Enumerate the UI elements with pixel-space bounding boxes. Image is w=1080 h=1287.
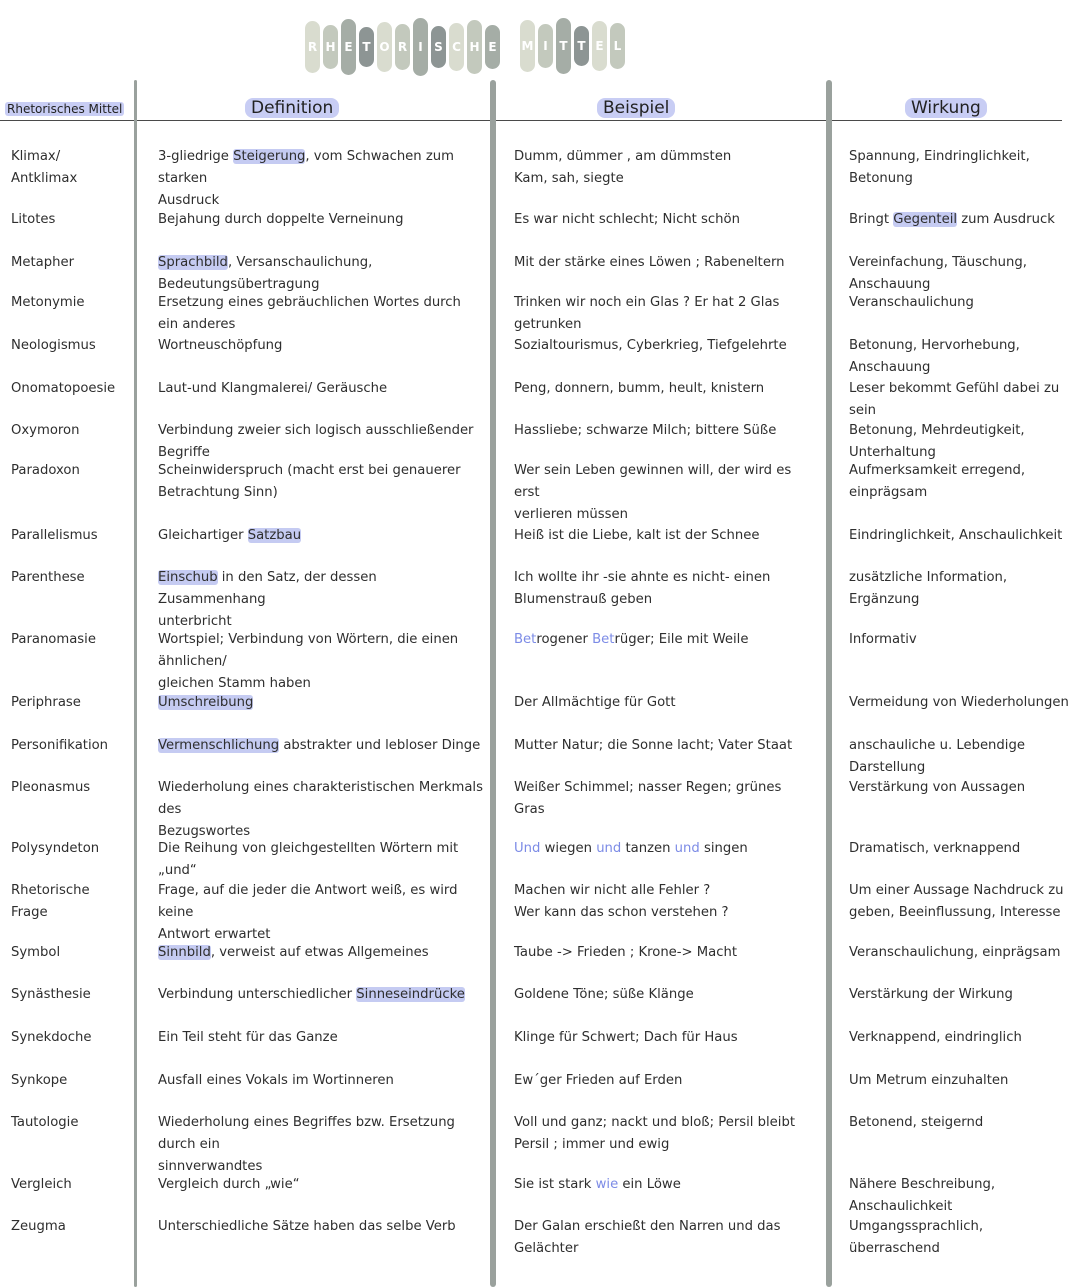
cell-mittel: Litotes — [11, 212, 56, 227]
cell-definition: Gleichartiger Satzbau — [158, 528, 302, 543]
cell-definition: Einschub in den Satz, der dessen Zusammenhang unterbricht — [158, 570, 377, 629]
title-letter: M — [520, 20, 535, 72]
cell-definition: Bejahung durch doppelte Verneinung — [158, 212, 404, 227]
cell-definition: Ersetzung eines gebräuchlichen Wortes durch ein anderes — [158, 295, 461, 332]
cell-beispiel: Sie ist stark wie ein Löwe — [514, 1177, 681, 1192]
cell-wirkung: zusätzliche Information, Ergänzung — [849, 570, 1008, 607]
title-letter: C — [449, 23, 464, 71]
column-divider — [490, 80, 496, 1287]
cell-beispiel: Voll und ganz; nackt und bloß; Persil bleibt Persil ; immer und ewig — [514, 1115, 796, 1152]
cell-mittel: Zeugma — [11, 1219, 66, 1234]
cell-beispiel: Weißer Schimmel; nasser Regen; grünes Gras — [514, 780, 782, 817]
cell-wirkung: Eindringlichkeit, Anschaulichkeit — [849, 528, 1063, 543]
cell-mittel: Symbol — [11, 945, 61, 960]
cell-wirkung: Umgangssprachlich, überraschend — [849, 1219, 984, 1256]
cell-wirkung: Leser bekommt Gefühl dabei zu sein — [849, 381, 1060, 418]
cell-definition: Vermenschlichung abstrakter und lebloser Dinge — [158, 738, 481, 753]
cell-beispiel: Klinge für Schwert; Dach für Haus — [514, 1030, 738, 1045]
title-word-rhetorische — [305, 18, 503, 76]
title-letter: R — [395, 24, 410, 70]
header-rule — [0, 120, 1062, 121]
cell-wirkung: Dramatisch, verknappend — [849, 841, 1021, 856]
title-letter: S — [431, 26, 446, 68]
cell-beispiel: Ich wollte ihr -sie ahnte es nicht- einen Blumenstrauß geben — [514, 570, 771, 607]
highlighted-term: Sinneseindrücke — [356, 987, 465, 1002]
cell-definition: Verbindung zweier sich logisch ausschließender Begriffe — [158, 423, 474, 460]
cell-definition: Laut-und Klangmalerei/ Geräusche — [158, 381, 388, 396]
cell-wirkung: Verknappend, eindringlich — [849, 1030, 1022, 1045]
column-divider — [826, 80, 832, 1287]
header-wirkung: Wirkung — [905, 98, 987, 118]
header-definition: Definition — [245, 98, 339, 118]
cell-definition: Wortneuschöpfung — [158, 338, 283, 353]
highlighted-term: Steigerung — [233, 149, 306, 164]
title-letter: T — [359, 27, 374, 67]
cell-wirkung: Betonung, Mehrdeutigkeit, Unterhaltung — [849, 423, 1025, 460]
header-beispiel: Beispiel — [597, 98, 675, 118]
cell-beispiel: Und wiegen und tanzen und singen — [514, 841, 748, 856]
title-letter: H — [323, 25, 338, 69]
cell-mittel: Synekdoche — [11, 1030, 92, 1045]
cell-definition: Die Reihung von gleichgestellten Wörtern mit „und“ — [158, 841, 459, 878]
cell-definition: Sprachbild, Versanschaulichung, Bedeutungsübertragung — [158, 255, 373, 292]
cell-definition: Unterschiedliche Sätze haben das selbe Verb — [158, 1219, 456, 1234]
cell-mittel: Onomatopoesie — [11, 381, 116, 396]
highlighted-term: Gegenteil — [893, 212, 958, 227]
cell-mittel: Synkope — [11, 1073, 68, 1088]
cell-mittel: Parenthese — [11, 570, 85, 585]
title-letter: E — [485, 25, 500, 69]
highlighted-term: Sinnbild — [158, 945, 211, 960]
cell-mittel: Oxymoron — [11, 423, 80, 438]
cell-beispiel: Heiß ist die Liebe, kalt ist der Schnee — [514, 528, 760, 543]
cell-mittel: Vergleich — [11, 1177, 72, 1192]
title-letter: T — [556, 18, 571, 74]
cell-definition: Frage, auf die jeder die Antwort weiß, es wird keine Antwort erwartet — [158, 883, 458, 942]
cell-mittel: Periphrase — [11, 695, 81, 710]
cell-mittel: Rhetorische Frage — [11, 883, 90, 920]
cell-beispiel: Taube -> Frieden ; Krone-> Macht — [514, 945, 738, 960]
cell-wirkung: Vermeidung von Wiederholungen — [849, 695, 1069, 710]
title-letter: O — [377, 22, 392, 72]
highlighted-term: Satzbau — [247, 528, 302, 543]
cell-wirkung: Veranschaulichung, einprägsam — [849, 945, 1061, 960]
cell-definition: Vergleich durch „wie“ — [158, 1177, 300, 1192]
cell-wirkung: Verstärkung der Wirkung — [849, 987, 1013, 1002]
cell-wirkung: anschauliche u. Lebendige Darstellung — [849, 738, 1025, 775]
cell-beispiel: Betrogener Betrüger; Eile mit Weile — [514, 632, 749, 647]
cell-definition: Wortspiel; Verbindung von Wörtern, die einen ähnlichen/ gleichen Stamm haben — [158, 632, 459, 691]
cell-mittel: Metonymie — [11, 295, 85, 310]
highlighted-term: Sprachbild — [158, 255, 228, 270]
title-letter: L — [610, 23, 625, 69]
cell-beispiel: Sozialtourismus, Cyberkrieg, Tiefgelehrte — [514, 338, 787, 353]
colored-term: Bet — [592, 632, 615, 647]
cell-beispiel: Machen wir nicht alle Fehler ? Wer kann das schon verstehen ? — [514, 883, 729, 920]
cell-beispiel: Der Allmächtige für Gott — [514, 695, 676, 710]
cell-wirkung: Um einer Aussage Nachdruck zu geben, Beeinflussung, Interesse — [849, 883, 1064, 920]
cell-beispiel: Es war nicht schlecht; Nicht schön — [514, 212, 740, 227]
cell-mittel: Personifikation — [11, 738, 109, 753]
title-letter: I — [538, 24, 553, 68]
cell-beispiel: Der Galan erschießt den Narren und das Gelächter — [514, 1219, 781, 1256]
cell-definition: Verbindung unterschiedlicher Sinneseindrücke — [158, 987, 465, 1002]
title-letter: E — [592, 21, 607, 71]
cell-beispiel: Goldene Töne; süße Klänge — [514, 987, 694, 1002]
cell-mittel: Polysyndeton — [11, 841, 100, 856]
cell-definition: Ausfall eines Vokals im Wortinneren — [158, 1073, 394, 1088]
cell-beispiel: Mit der stärke eines Löwen ; Rabeneltern — [514, 255, 785, 270]
cell-wirkung: Informativ — [849, 632, 917, 647]
colored-term: Und — [514, 841, 541, 856]
title-letter: H — [467, 20, 482, 74]
header-mittel: Rhetorisches Mittel — [7, 102, 123, 116]
page-title — [0, 18, 1080, 78]
cell-beispiel: Ew´ger Frieden auf Erden — [514, 1073, 683, 1088]
colored-term: und — [596, 841, 622, 856]
cell-wirkung: Um Metrum einzuhalten — [849, 1073, 1009, 1088]
cell-wirkung: Spannung, Eindringlichkeit, Betonung — [849, 149, 1030, 186]
cell-definition: Sinnbild, verweist auf etwas Allgemeines — [158, 945, 429, 960]
cell-wirkung: Betonung, Hervorhebung, Anschauung — [849, 338, 1020, 375]
cell-definition: 3-gliedrige Steigerung, vom Schwachen zum starken Ausdruck — [158, 149, 454, 208]
cell-beispiel: Peng, donnern, bumm, heult, knistern — [514, 381, 765, 396]
cell-wirkung: Aufmerksamkeit erregend, einprägsam — [849, 463, 1026, 500]
title-word-mittel — [520, 18, 628, 74]
cell-beispiel: Trinken wir noch ein Glas ? Er hat 2 Glas getrunken — [514, 295, 780, 332]
cell-definition — [158, 692, 483, 714]
cell-wirkung: Veranschaulichung — [849, 295, 974, 310]
column-divider — [134, 80, 137, 1287]
cell-mittel: Pleonasmus — [11, 780, 91, 795]
cell-mittel: Paranomasie — [11, 632, 96, 647]
cell-mittel: Metapher — [11, 255, 75, 270]
cell-beispiel: Wer sein Leben gewinnen will, der wird es erst verlieren müssen — [514, 463, 792, 522]
cell-mittel: Parallelismus — [11, 528, 98, 543]
cell-wirkung: Nähere Beschreibung, Anschaulichkeit — [849, 1177, 996, 1214]
colored-term: Bet — [514, 632, 537, 647]
cell-mittel: Synästhesie — [11, 987, 91, 1002]
cell-definition: Ein Teil steht für das Ganze — [158, 1030, 338, 1045]
highlighted-term: Einschub — [158, 570, 218, 585]
cell-mittel: Tautologie — [11, 1115, 79, 1130]
cell-beispiel: Mutter Natur; die Sonne lacht; Vater Staat — [514, 738, 793, 753]
colored-term: und — [674, 841, 700, 856]
cell-beispiel: Dumm, dümmer , am dümmsten Kam, sah, siegte — [514, 149, 732, 186]
cell-wirkung: Bringt Gegenteil zum Ausdruck — [849, 212, 1055, 227]
highlighted-term: Vermenschlichung — [158, 738, 280, 753]
cell-definition: Wiederholung eines charakteristischen Merkmals des Bezugswortes — [158, 780, 483, 839]
cell-mittel: Neologismus — [11, 338, 96, 353]
cell-wirkung: Vereinfachung, Täuschung, Anschauung — [849, 255, 1027, 292]
cell-mittel: Klimax/ Antklimax — [11, 149, 78, 186]
cell-wirkung: Verstärkung von Aussagen — [849, 780, 1026, 795]
title-letter: I — [413, 18, 428, 76]
cell-definition: Wiederholung eines Begriffes bzw. Ersetzung durch ein sinnverwandtes — [158, 1115, 455, 1174]
colored-term: wie — [595, 1177, 619, 1192]
cell-beispiel: Hassliebe; schwarze Milch; bittere Süße — [514, 423, 777, 438]
cell-mittel: Paradoxon — [11, 463, 80, 478]
cell-definition: Scheinwiderspruch (macht erst bei genauerer Betrachtung Sinn) — [158, 463, 461, 500]
title-letter: T — [574, 26, 589, 66]
title-letter: R — [305, 21, 320, 73]
highlighted-term: Umschreibung — [158, 695, 254, 710]
title-letter: E — [341, 19, 356, 75]
cell-wirkung: Betonend, steigernd — [849, 1115, 984, 1130]
